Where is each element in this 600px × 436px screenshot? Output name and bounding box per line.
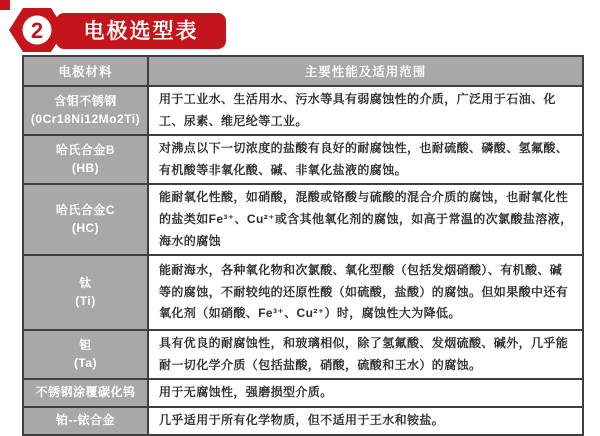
material-name: 含钼不锈钢 bbox=[54, 94, 117, 109]
electrode-selection-table bbox=[22, 55, 584, 436]
title-banner bbox=[56, 13, 226, 49]
column-header-description: 主要性能及适用范围 bbox=[148, 56, 583, 86]
description-cell: 能耐海水，各种氧化物和次氯酸、氧化型酸（包括发烟硝酸）、有机酸、碱等的腐蚀，不耐较纯的还原性酸（如硫酸，盐酸）的腐蚀。但如果酸中还有氧化剂（如硝酸、Fe³⁺、Cu²⁺）时，腐蚀性大为降低。 bbox=[148, 255, 583, 330]
table-row bbox=[23, 330, 583, 379]
badge-number: 2 bbox=[30, 18, 44, 43]
description-cell: 具有优良的耐腐蚀性，和玻璃相似，除了氢氟酸、发烟硫酸、碱外，几乎能耐一切化学介质（包括盐酸，硝酸，硫酸和王水）的腐蚀。 bbox=[148, 330, 583, 379]
material-name: 钽 bbox=[79, 338, 92, 353]
description-cell: 对沸点以下一切浓度的盐酸有良好的耐腐蚀性，也耐硫酸、磷酸、氢氟酸、有机酸等非氧化酸、碱、非氧化盐液的腐蚀。 bbox=[148, 135, 583, 184]
column-header-material: 电极材料 bbox=[23, 56, 148, 86]
material-cell bbox=[23, 86, 148, 135]
material-cell bbox=[23, 255, 148, 330]
description-cell: 用于工业水、生活用水、污水等具有弱腐蚀性的介质，广泛用于石油、化工、尿素、维尼纶等工业。 bbox=[148, 86, 583, 135]
description-cell: 用于无腐蚀性，强磨损型介质。 bbox=[148, 379, 583, 407]
material-cell bbox=[23, 184, 148, 255]
table-row bbox=[23, 255, 583, 330]
table-row bbox=[23, 184, 583, 255]
material-name: 不锈钢涂覆碳化钨 bbox=[35, 385, 136, 400]
material-cell bbox=[23, 407, 148, 435]
material-grade: (0Cr18Ni12Mo2Ti) bbox=[30, 111, 141, 126]
material-name: 铂--铱合金 bbox=[56, 413, 115, 428]
material-name: 哈氏合金C bbox=[55, 203, 116, 218]
description-cell: 几乎适用于所有化学物质，但不适用于王水和铵盐。 bbox=[148, 407, 583, 435]
table-header-row bbox=[23, 56, 583, 86]
table-row bbox=[23, 135, 583, 184]
material-grade: (HC) bbox=[71, 220, 100, 235]
table-row bbox=[23, 86, 583, 135]
page-title: 电极选型表 bbox=[83, 20, 199, 43]
description-cell: 能耐氧化性酸，如硝酸，混酸或铬酸与硫酸的混合介质的腐蚀，也耐氧化性的盐类如Fe³⁺、Cu²⁺或含其他氧化剂的腐蚀，如高于常温的次氯酸盐溶液，海水的腐蚀 bbox=[148, 184, 583, 255]
table-row bbox=[23, 407, 583, 435]
material-name: 哈氏合金B bbox=[55, 143, 116, 158]
material-cell bbox=[23, 330, 148, 379]
material-grade: (Ti) bbox=[75, 293, 96, 308]
material-cell bbox=[23, 379, 148, 407]
material-grade: (Ta) bbox=[73, 355, 98, 370]
material-grade: (HB) bbox=[71, 160, 100, 175]
material-cell bbox=[23, 135, 148, 184]
table-row bbox=[23, 379, 583, 407]
material-name: 钛 bbox=[79, 276, 92, 291]
